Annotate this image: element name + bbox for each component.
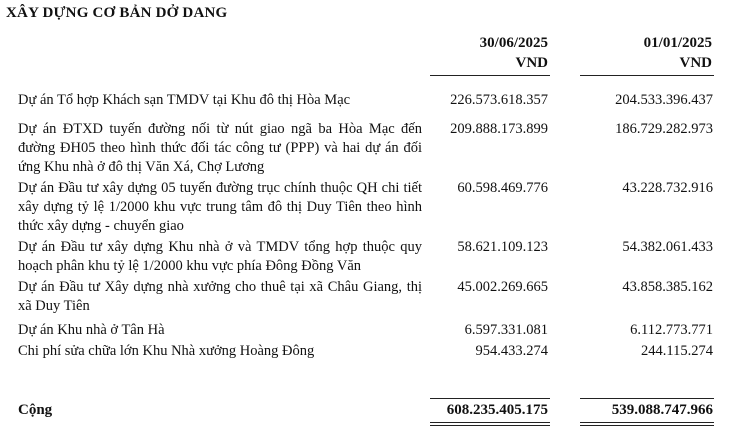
row-value-previous: 54.382.061.433 xyxy=(622,239,713,255)
header-underline xyxy=(580,75,714,76)
row-value-current: 954.433.274 xyxy=(475,343,548,359)
table-body xyxy=(18,91,718,361)
row-value-previous: 6.112.773.771 xyxy=(630,322,713,338)
row-value-previous: 186.729.282.973 xyxy=(615,121,713,137)
column-header-current xyxy=(430,33,548,73)
section-title: XÂY DỰNG CƠ BẢN DỞ DANG xyxy=(6,5,228,21)
row-value-current: 45.002.269.665 xyxy=(457,279,548,295)
column-unit: VND xyxy=(515,55,548,71)
row-value-previous: 43.228.732.916 xyxy=(622,180,713,196)
total-double-rule xyxy=(580,422,714,423)
total-double-rule xyxy=(430,425,550,426)
row-description: Dự án Đầu tư xây dựng 05 tuyến đường trục chính thuộc QH chi tiết xây dựng tỷ lệ 1/2000 khu vực trung tâm đô thị Duy Tiên theo hình thức xây dựng - chuyển giao xyxy=(18,180,422,234)
row-description: Dự án Đầu tư Xây dựng nhà xưởng cho thuê tại xã Châu Giang, thị xã Duy Tiên xyxy=(18,279,422,314)
row-value-current: 6.597.331.081 xyxy=(464,322,548,338)
row-value-current: 209.888.173.899 xyxy=(450,121,548,137)
total-double-rule xyxy=(430,422,550,423)
total-label: Cộng xyxy=(18,402,53,418)
row-value-previous: 244.115.274 xyxy=(641,343,713,359)
header-underline xyxy=(430,75,550,76)
table-row xyxy=(18,321,718,340)
row-description: Dự án ĐTXD tuyến đường nối từ nút giao ngã ba Hòa Mạc đến đường ĐH05 theo hình thức đối tác công tư (PPP) và hai dự án đối ứng Khu nhà ở đô thị Văn Xá, Chợ Lương xyxy=(18,121,422,175)
row-description: Dự án Đầu tư xây dựng Khu nhà ở và TMDV tổng hợp thuộc quy hoạch phân khu tỷ lệ 1/2000 khu vực phía Đông Đồng Văn xyxy=(18,239,422,274)
total-value-current: 608.235.405.175 xyxy=(446,402,548,418)
row-description: Chi phí sửa chữa lớn Khu Nhà xưởng Hoàng Đông xyxy=(18,343,315,359)
total-top-rule xyxy=(580,398,714,399)
table-row xyxy=(18,278,718,316)
total-top-rule xyxy=(430,398,550,399)
table-row xyxy=(18,91,718,110)
column-date: 01/01/2025 xyxy=(643,35,712,51)
row-value-previous: 204.533.396.437 xyxy=(615,92,713,108)
row-description: Dự án Tổ hợp Khách sạn TMDV tại Khu đô thị Hòa Mạc xyxy=(18,92,351,108)
table-row xyxy=(18,179,718,236)
table-row xyxy=(18,120,718,177)
row-value-current: 58.621.109.123 xyxy=(457,239,548,255)
table-row xyxy=(18,342,718,361)
column-date: 30/06/2025 xyxy=(479,35,548,51)
table-row xyxy=(18,238,718,276)
row-value-previous: 43.858.385.162 xyxy=(622,279,713,295)
column-unit: VND xyxy=(679,55,712,71)
row-value-current: 60.598.469.776 xyxy=(457,180,548,196)
total-double-rule xyxy=(580,425,714,426)
row-value-current: 226.573.618.357 xyxy=(450,92,548,108)
total-value-previous: 539.088.747.966 xyxy=(611,402,713,418)
column-header-previous xyxy=(580,33,712,73)
row-description: Dự án Khu nhà ở Tân Hà xyxy=(18,322,165,338)
